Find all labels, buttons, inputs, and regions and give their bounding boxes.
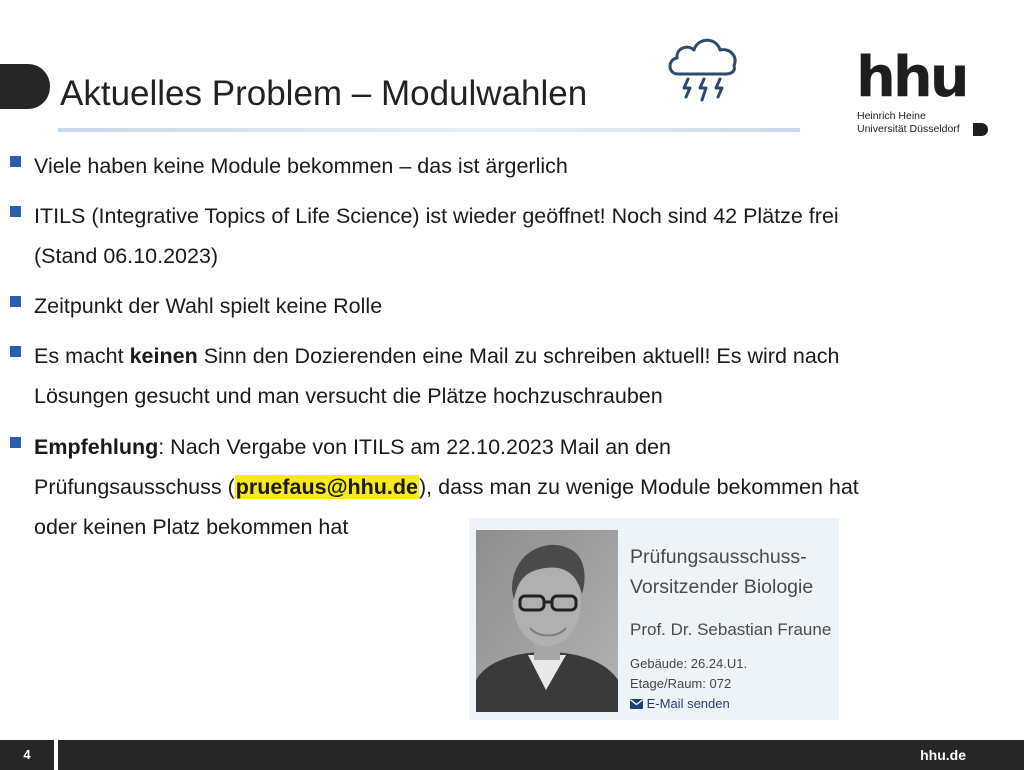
bullet-1-text: Viele haben keine Module bekommen – das ist ärgerlich — [34, 154, 568, 178]
bullet-5-line-2-pre: Prüfungsausschuss ( — [34, 475, 235, 499]
send-mail-label: E-Mail senden — [646, 696, 730, 711]
envelope-icon — [630, 699, 643, 709]
contact-role-line-1: Prüfungsausschuss- — [630, 546, 807, 568]
logo-line-2: Universität Düsseldorf — [857, 123, 960, 135]
bullet-5-rest: : Nach Vergabe von ITILS am 22.10.2023 Mail an den — [158, 435, 671, 459]
highlighted-email-link[interactable]: pruefaus@hhu.de — [235, 475, 418, 499]
contact-building: Gebäude: 26.24.U1. — [630, 656, 748, 671]
bullet-5-emphasis: Empfehlung — [34, 435, 159, 459]
logo-line-1: Heinrich Heine — [857, 110, 926, 122]
bullet-marker — [10, 437, 21, 448]
slide-tab-marker — [0, 64, 50, 109]
contact-role-line-2: Vorsitzender Biologie — [630, 576, 814, 598]
bullet-5-line-1 — [34, 437, 671, 459]
bullet-4-line-2: Lösungen gesucht und man versucht die Plätze hochzuschrauben — [34, 384, 663, 408]
bullet-5-line-2-post: ), dass man zu wenige Module bekommen hat — [419, 475, 859, 499]
title-underline — [58, 128, 800, 132]
bullet-3-text: Zeitpunkt der Wahl spielt keine Rolle — [34, 294, 383, 318]
bullet-2-line-1: ITILS (Integrative Topics of Life Science) ist wieder geöffnet! Noch sind 42 Plätze frei — [34, 204, 839, 228]
page-number: 4 — [0, 740, 54, 770]
bullet-4-emphasis: keinen — [129, 344, 198, 368]
bullet-marker — [10, 156, 21, 167]
footer-website: hhu.de — [920, 747, 966, 763]
logo-wordmark: hhu — [856, 45, 967, 110]
send-mail-link[interactable] — [630, 697, 730, 710]
contact-room: Etage/Raum: 072 — [630, 676, 732, 691]
bullet-4-pre: Es macht — [34, 344, 130, 368]
bullet-marker — [10, 206, 21, 217]
portrait-photo — [476, 530, 618, 712]
footer-bar — [58, 740, 1024, 770]
bullet-5-line-3: oder keinen Platz bekommen hat — [34, 515, 349, 539]
slide-title: Aktuelles Problem – Modulwahlen — [60, 74, 588, 113]
logo-mark — [973, 123, 988, 136]
bullet-4-line-1 — [34, 346, 840, 368]
bullet-marker — [10, 346, 21, 357]
bullet-2-line-2: (Stand 06.10.2023) — [34, 244, 219, 268]
bullet-marker — [10, 296, 21, 307]
hhu-logo — [856, 45, 992, 140]
bullet-4-post: Sinn den Dozierenden eine Mail zu schreiben aktuell! Es wird nach — [197, 344, 840, 368]
storm-cloud-icon — [664, 30, 742, 106]
bullet-5-line-2 — [34, 477, 859, 499]
contact-name: Prof. Dr. Sebastian Fraune — [630, 620, 832, 639]
